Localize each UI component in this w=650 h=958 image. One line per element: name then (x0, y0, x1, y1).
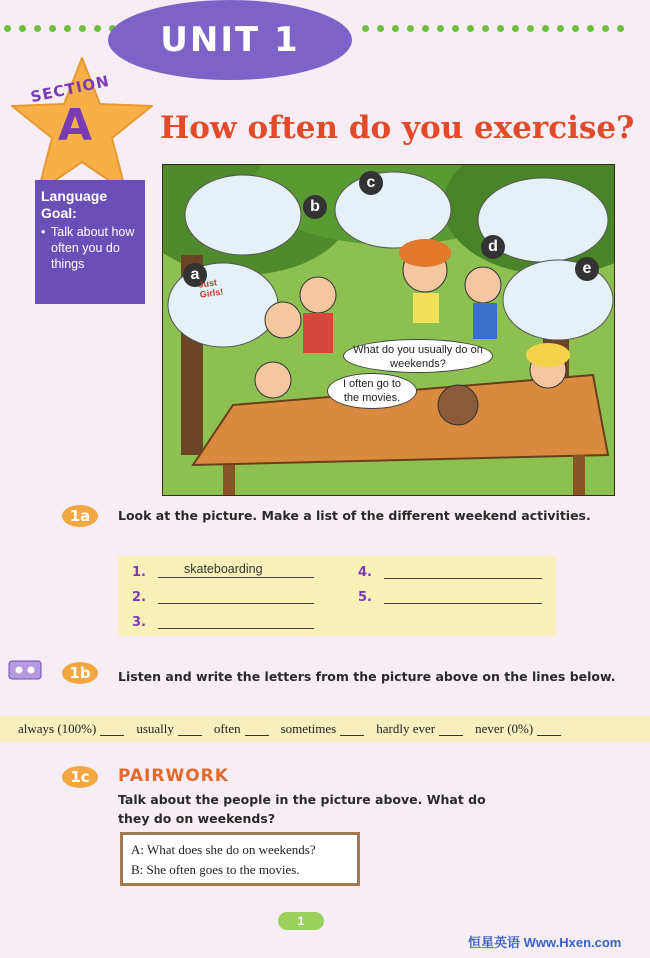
freq-usually: usually (136, 721, 174, 736)
header-dots-right (362, 25, 624, 35)
scene-label-a: a (183, 263, 207, 287)
unit-label: UNIT 1 (160, 20, 300, 60)
scene-sign: Just Girls! (197, 277, 224, 300)
freq-blank-hardly-ever[interactable] (439, 723, 463, 736)
dialog-example (120, 832, 360, 886)
freq-blank-often[interactable] (245, 723, 269, 736)
scene-label-c: c (359, 171, 383, 195)
freq-hardly-ever: hardly ever (376, 721, 436, 736)
list-num-1: 1. (132, 565, 146, 580)
section-letter: A (58, 100, 93, 151)
freq-blank-usually[interactable] (178, 723, 202, 736)
list-num-3: 3. (132, 615, 146, 630)
speech-bubble-question: What do you usually do on weekends? (343, 339, 493, 373)
scene-label-e: e (575, 257, 599, 281)
list-num-4: 4. (358, 565, 372, 580)
list-answer-5[interactable] (384, 587, 542, 604)
freq-blank-always[interactable] (100, 723, 124, 736)
list-answer-1[interactable]: skateboarding (158, 562, 314, 578)
dialog-line-b: B: She often goes to the movies. (131, 862, 300, 877)
freq-often: often (213, 721, 241, 736)
page-title: How often do you exercise? (160, 110, 635, 146)
list-num-5: 5. (358, 590, 372, 605)
pairwork-heading: PAIRWORK (118, 766, 229, 786)
section-word: SECTION (29, 71, 112, 107)
cassette-icon (8, 660, 42, 680)
list-answer-4[interactable] (384, 562, 542, 579)
goal-item: • Talk about how often you do things (41, 224, 139, 272)
speech-bubble-answer: I often go to the movies. (327, 373, 417, 409)
freq-always: always (100%) (18, 721, 97, 736)
exercise-1a-instruction: Look at the picture. Make a list of the different weekend activities. (118, 508, 591, 523)
freq-blank-never[interactable] (537, 723, 561, 736)
exercise-badge-1b: 1b (62, 662, 98, 684)
scene-label-d: d (481, 235, 505, 259)
exercise-badge-1c: 1c (62, 766, 98, 788)
exercise-1b-instruction: Listen and write the letters from the picture above on the lines below. (118, 669, 616, 684)
exercise-badge-1a: 1a (62, 505, 98, 527)
scene-drawing (163, 165, 615, 496)
scene-illustration (162, 164, 615, 496)
frequency-scale (0, 716, 650, 742)
freq-blank-sometimes[interactable] (340, 723, 364, 736)
list-num-2: 2. (132, 590, 146, 605)
freq-never: never (0%) (475, 721, 534, 736)
language-goal-box (35, 180, 145, 304)
footer-logo: 恒星英语 Www.Hxen.com (468, 935, 622, 950)
dialog-line-a: A: What does she do on weekends? (131, 842, 316, 857)
page-number: 1 (278, 912, 324, 930)
scene-label-b: b (303, 195, 327, 219)
list-answer-3[interactable] (158, 612, 314, 629)
freq-sometimes: sometimes (280, 721, 337, 736)
exercise-1c-instruction: Talk about the people in the picture above. What do they do on weekends? (118, 792, 486, 826)
list-answer-2[interactable] (158, 587, 314, 604)
goal-heading: Language Goal: (41, 188, 108, 221)
